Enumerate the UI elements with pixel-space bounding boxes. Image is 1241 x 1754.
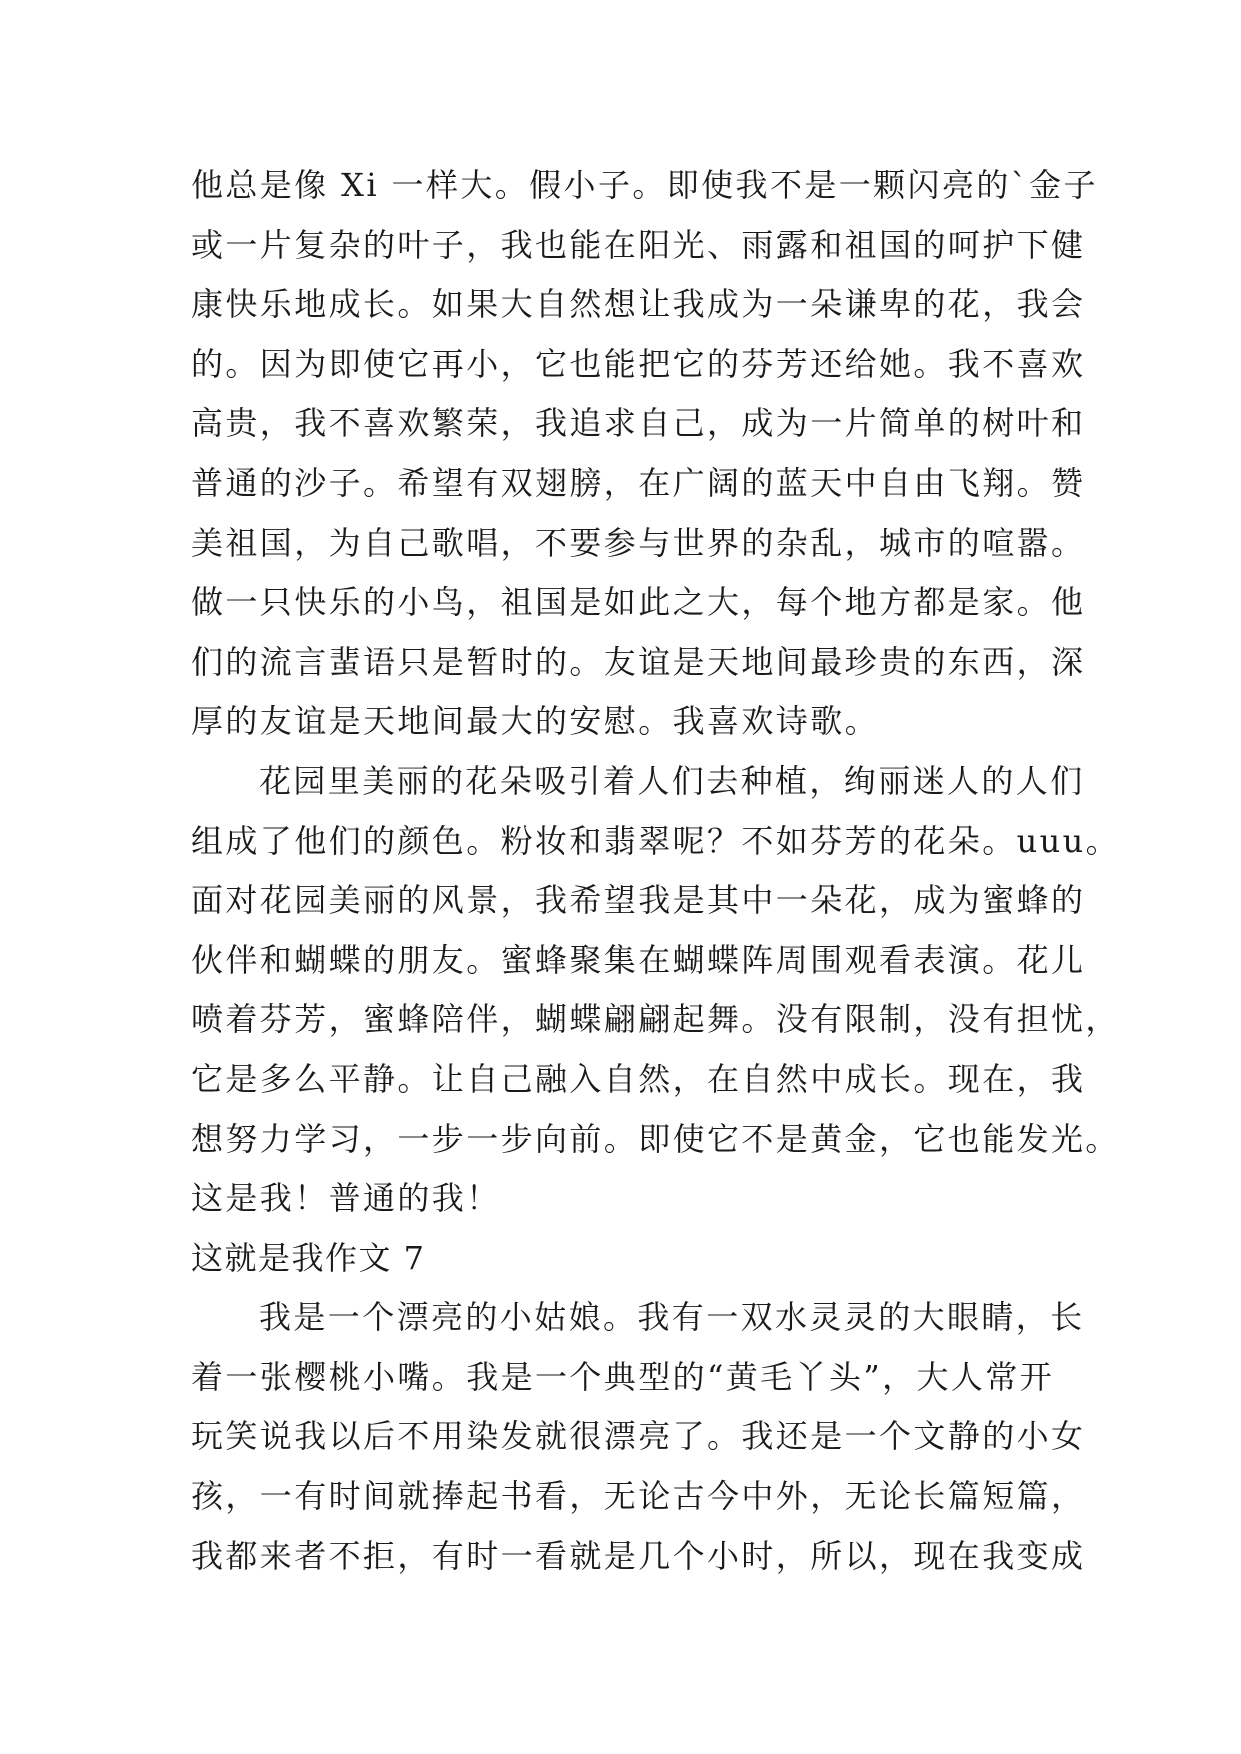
text-line: 着一张樱桃小嘴。我是一个典型的“黄毛丫头”，大人常开 [191,1357,1055,1396]
section-heading: 这就是我作文 7 [191,1238,426,1277]
text-line: 高贵，我不喜欢繁荣，我追求自己，成为一片简单的树叶和 [191,404,1086,443]
paragraph-2 [191,752,1121,1229]
text-line: 面对花园美丽的风景，我希望我是其中一朵花，成为蜜蜂的 [191,881,1086,920]
text-line: 它是多么平静。让自己融入自然，在自然中成长。现在，我 [191,1059,1086,1098]
text-line: 玩笑说我以后不用染发就很漂亮了。我还是一个文静的小女 [191,1417,1086,1456]
text-line: 的。因为即使它再小，它也能把它的芬芳还给她。我不喜欢 [191,344,1086,383]
text-line: 组成了他们的颜色。粉妆和翡翠呢？不如芬芳的花朵。uuu。 [191,821,1121,860]
paragraph-3 [191,1288,1086,1586]
text-line: 我是一个漂亮的小姑娘。我有一双水灵灵的大眼睛，长 [259,1298,1085,1337]
paragraph-1 [191,156,1098,752]
text-line: 这是我！普通的我！ [191,1179,501,1218]
text-line: 们的流言蜚语只是暂时的。友谊是天地间最珍贵的东西，深 [191,642,1086,681]
text-line: 他总是像 Xi 一样大。假小子。即使我不是一颗闪亮的`金子 [191,166,1098,204]
text-line: 或一片复杂的叶子，我也能在阳光、雨露和祖国的呵护下健 [191,225,1086,264]
text-line: 孩，一有时间就捧起书看，无论古今中外，无论长篇短篇， [191,1477,1086,1516]
text-line: 厚的友谊是天地间最大的安慰。我喜欢诗歌。 [191,702,880,741]
text-line: 普通的沙子。希望有双翅膀，在广阔的蓝天中自由飞翔。赞 [191,463,1086,502]
text-line: 伙伴和蝴蝶的朋友。蜜蜂聚集在蝴蝶阵周围观看表演。花儿 [191,940,1086,979]
document-body [191,156,1121,1586]
text-line: 美祖国，为自己歌唱，不要参与世界的杂乱，城市的喧嚣。 [191,523,1086,562]
text-line: 做一只快乐的小鸟，祖国是如此之大，每个地方都是家。他 [191,583,1086,622]
text-line: 康快乐地成长。如果大自然想让我成为一朵谦卑的花，我会 [191,285,1086,324]
text-line: 喷着芬芳，蜜蜂陪伴，蝴蝶翩翩起舞。没有限制，没有担忧， [191,1000,1120,1039]
text-line: 我都来者不拒，有时一看就是几个小时，所以，现在我变成 [191,1536,1086,1575]
text-line: 想努力学习，一步一步向前。即使它不是黄金，它也能发光。 [191,1119,1120,1158]
text-line: 花园里美丽的花朵吸引着人们去种植，绚丽迷人的人们 [259,761,1085,800]
